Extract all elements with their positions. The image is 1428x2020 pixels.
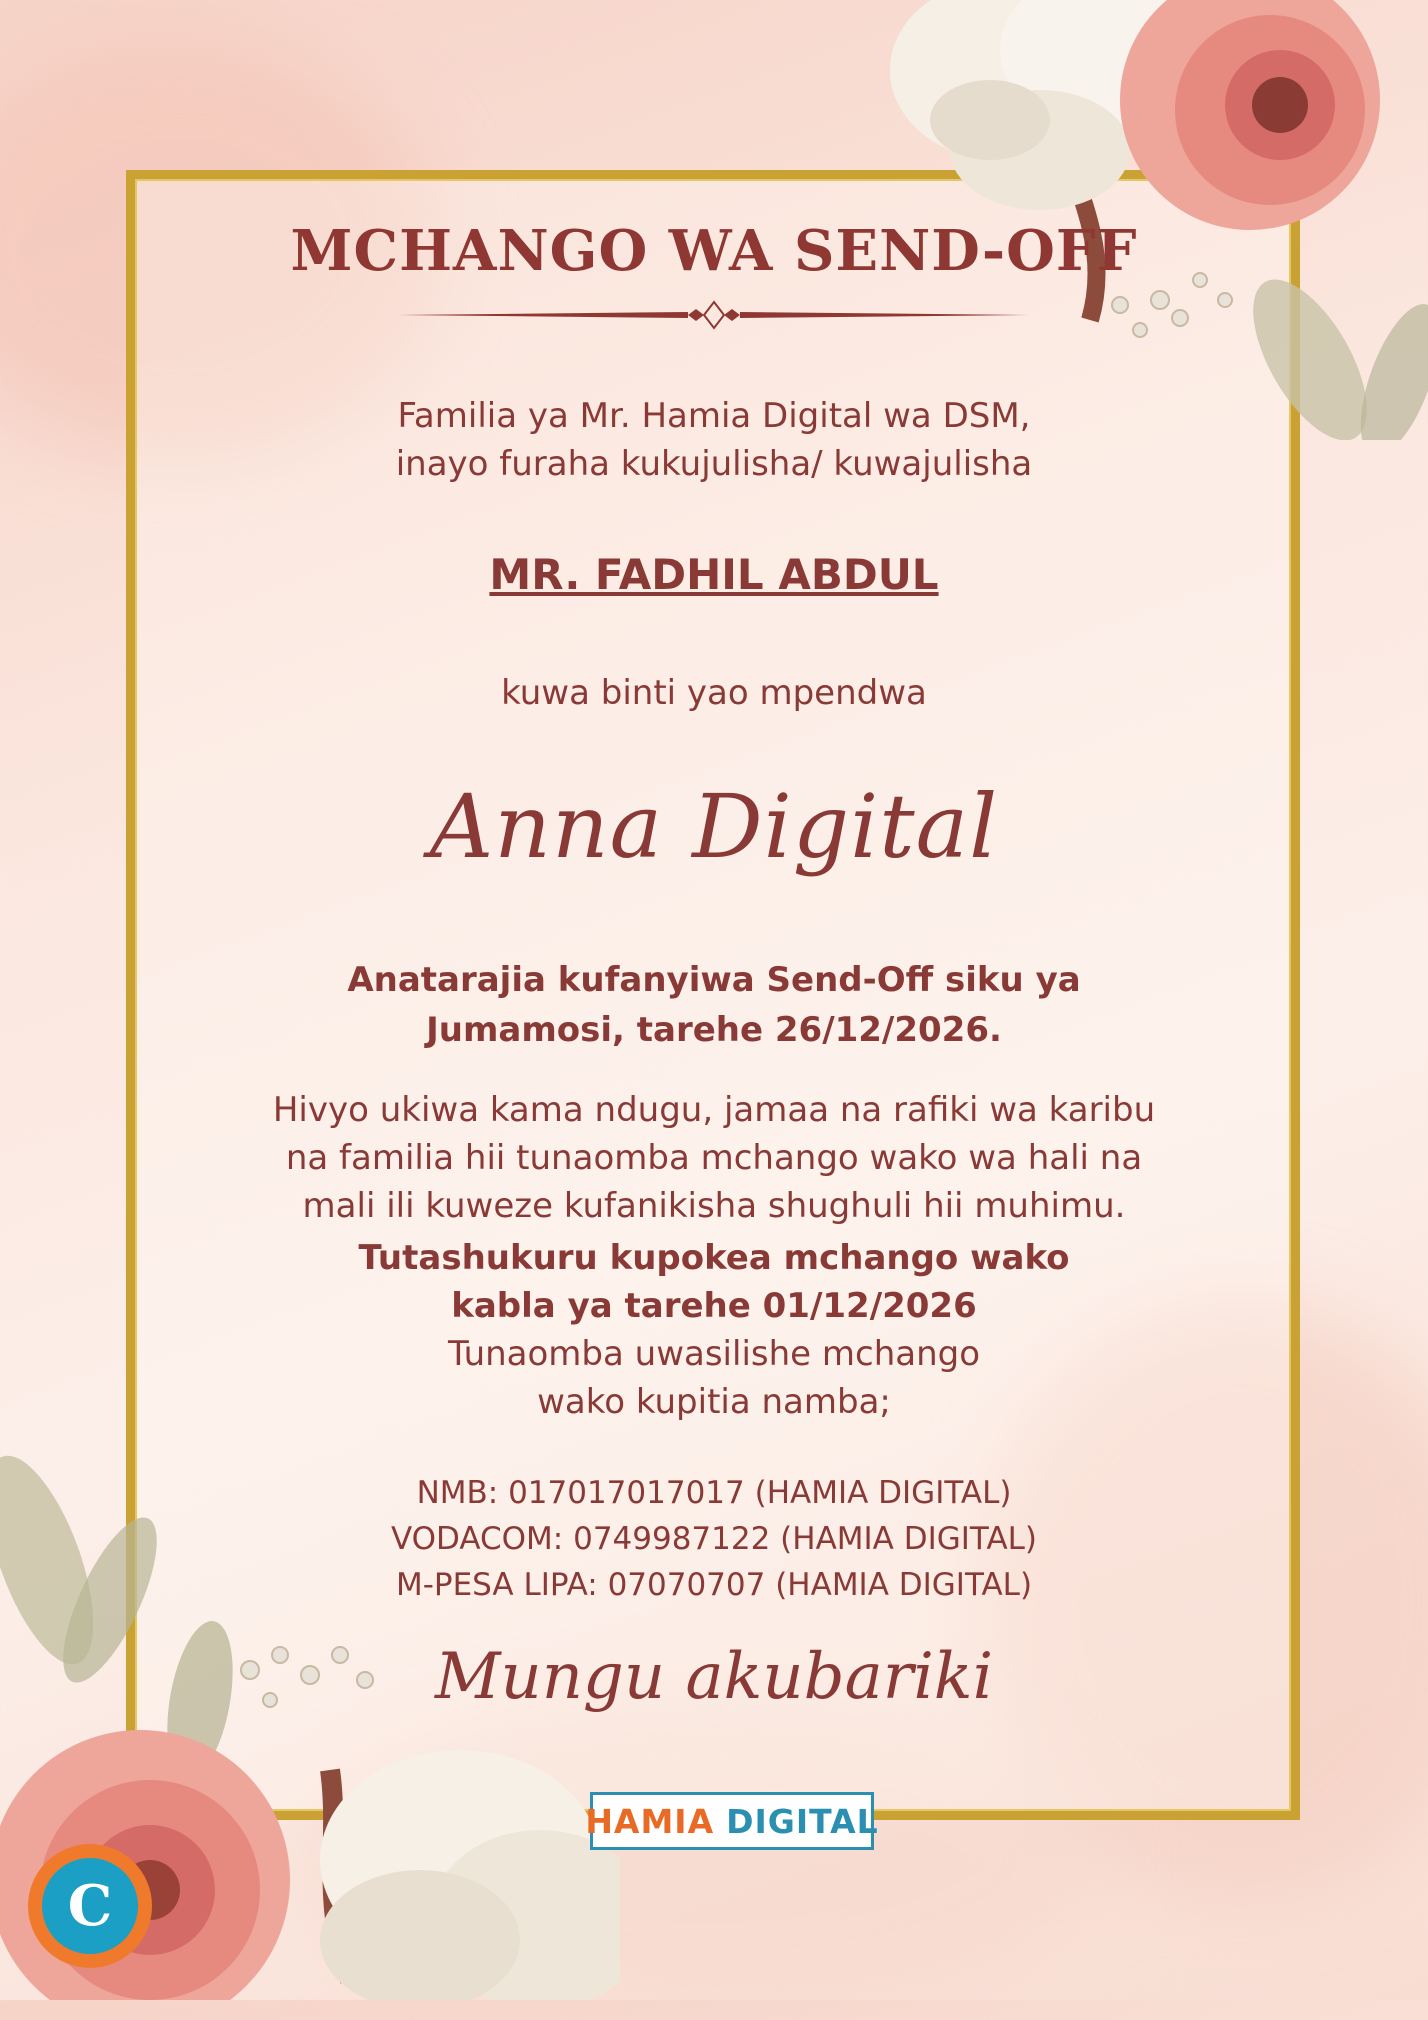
relation-text: kuwa binti yao mpendwa [501, 673, 927, 713]
account-mpesa: M-PESA LIPA: 07070707 (HAMIA DIGITAL) [395, 1567, 1033, 1603]
intro-line: Familia ya Mr. Hamia Digital wa DSM, [397, 396, 1031, 436]
intro-text [0, 392, 1428, 488]
hamia-digital-logo [585, 1792, 879, 1850]
blessing-text: Mungu akubariki [434, 1640, 994, 1714]
father-name: MR. FADHIL ABDUL [489, 550, 939, 599]
deadline-line: kabla ya tarehe 01/12/2026 [451, 1286, 977, 1326]
request-line: Hivyo ukiwa kama ndugu, jamaa na rafiki wa karibu [272, 1090, 1156, 1130]
logo-word: DIGITAL [726, 1801, 879, 1841]
ornamental-divider-icon [398, 300, 1030, 330]
account-nmb: NMB: 017017017017 (HAMIA DIGITAL) [416, 1475, 1012, 1511]
deadline-line: Tutashukuru kupokea mchango wako [358, 1238, 1070, 1278]
account-vodacom: VODACOM: 0749987122 (HAMIA DIGITAL) [390, 1521, 1038, 1557]
request-line: na familia hii tunaomba mchango wako wa hali na [285, 1138, 1143, 1178]
logo-word: HAMIA [585, 1801, 715, 1841]
instructions-text [0, 1330, 1428, 1426]
instructions-line: Tunaomba uwasilishe mchango [447, 1334, 981, 1374]
intro-line: inayo furaha kukujulisha/ kuwajulisha [395, 444, 1033, 484]
bride-name: Anna Digital [429, 775, 999, 878]
date-line: Anatarajia kufanyiwa Send-Off siku ya [347, 960, 1081, 1000]
event-date-text [0, 955, 1428, 1055]
payment-accounts [0, 1470, 1428, 1608]
request-text [0, 1086, 1428, 1230]
page-title: MCHANGO WA SEND-OFF [290, 218, 1138, 284]
deadline-text [0, 1234, 1428, 1330]
date-line: Jumamosi, tarehe 26/12/2026. [426, 1010, 1002, 1050]
badge-letter: C [42, 1858, 138, 1954]
canva-badge-icon[interactable] [28, 1844, 152, 1968]
request-line: mali ili kuweze kufanikisha shughuli hii muhimu. [302, 1186, 1126, 1226]
instructions-line: wako kupitia namba; [537, 1382, 891, 1422]
